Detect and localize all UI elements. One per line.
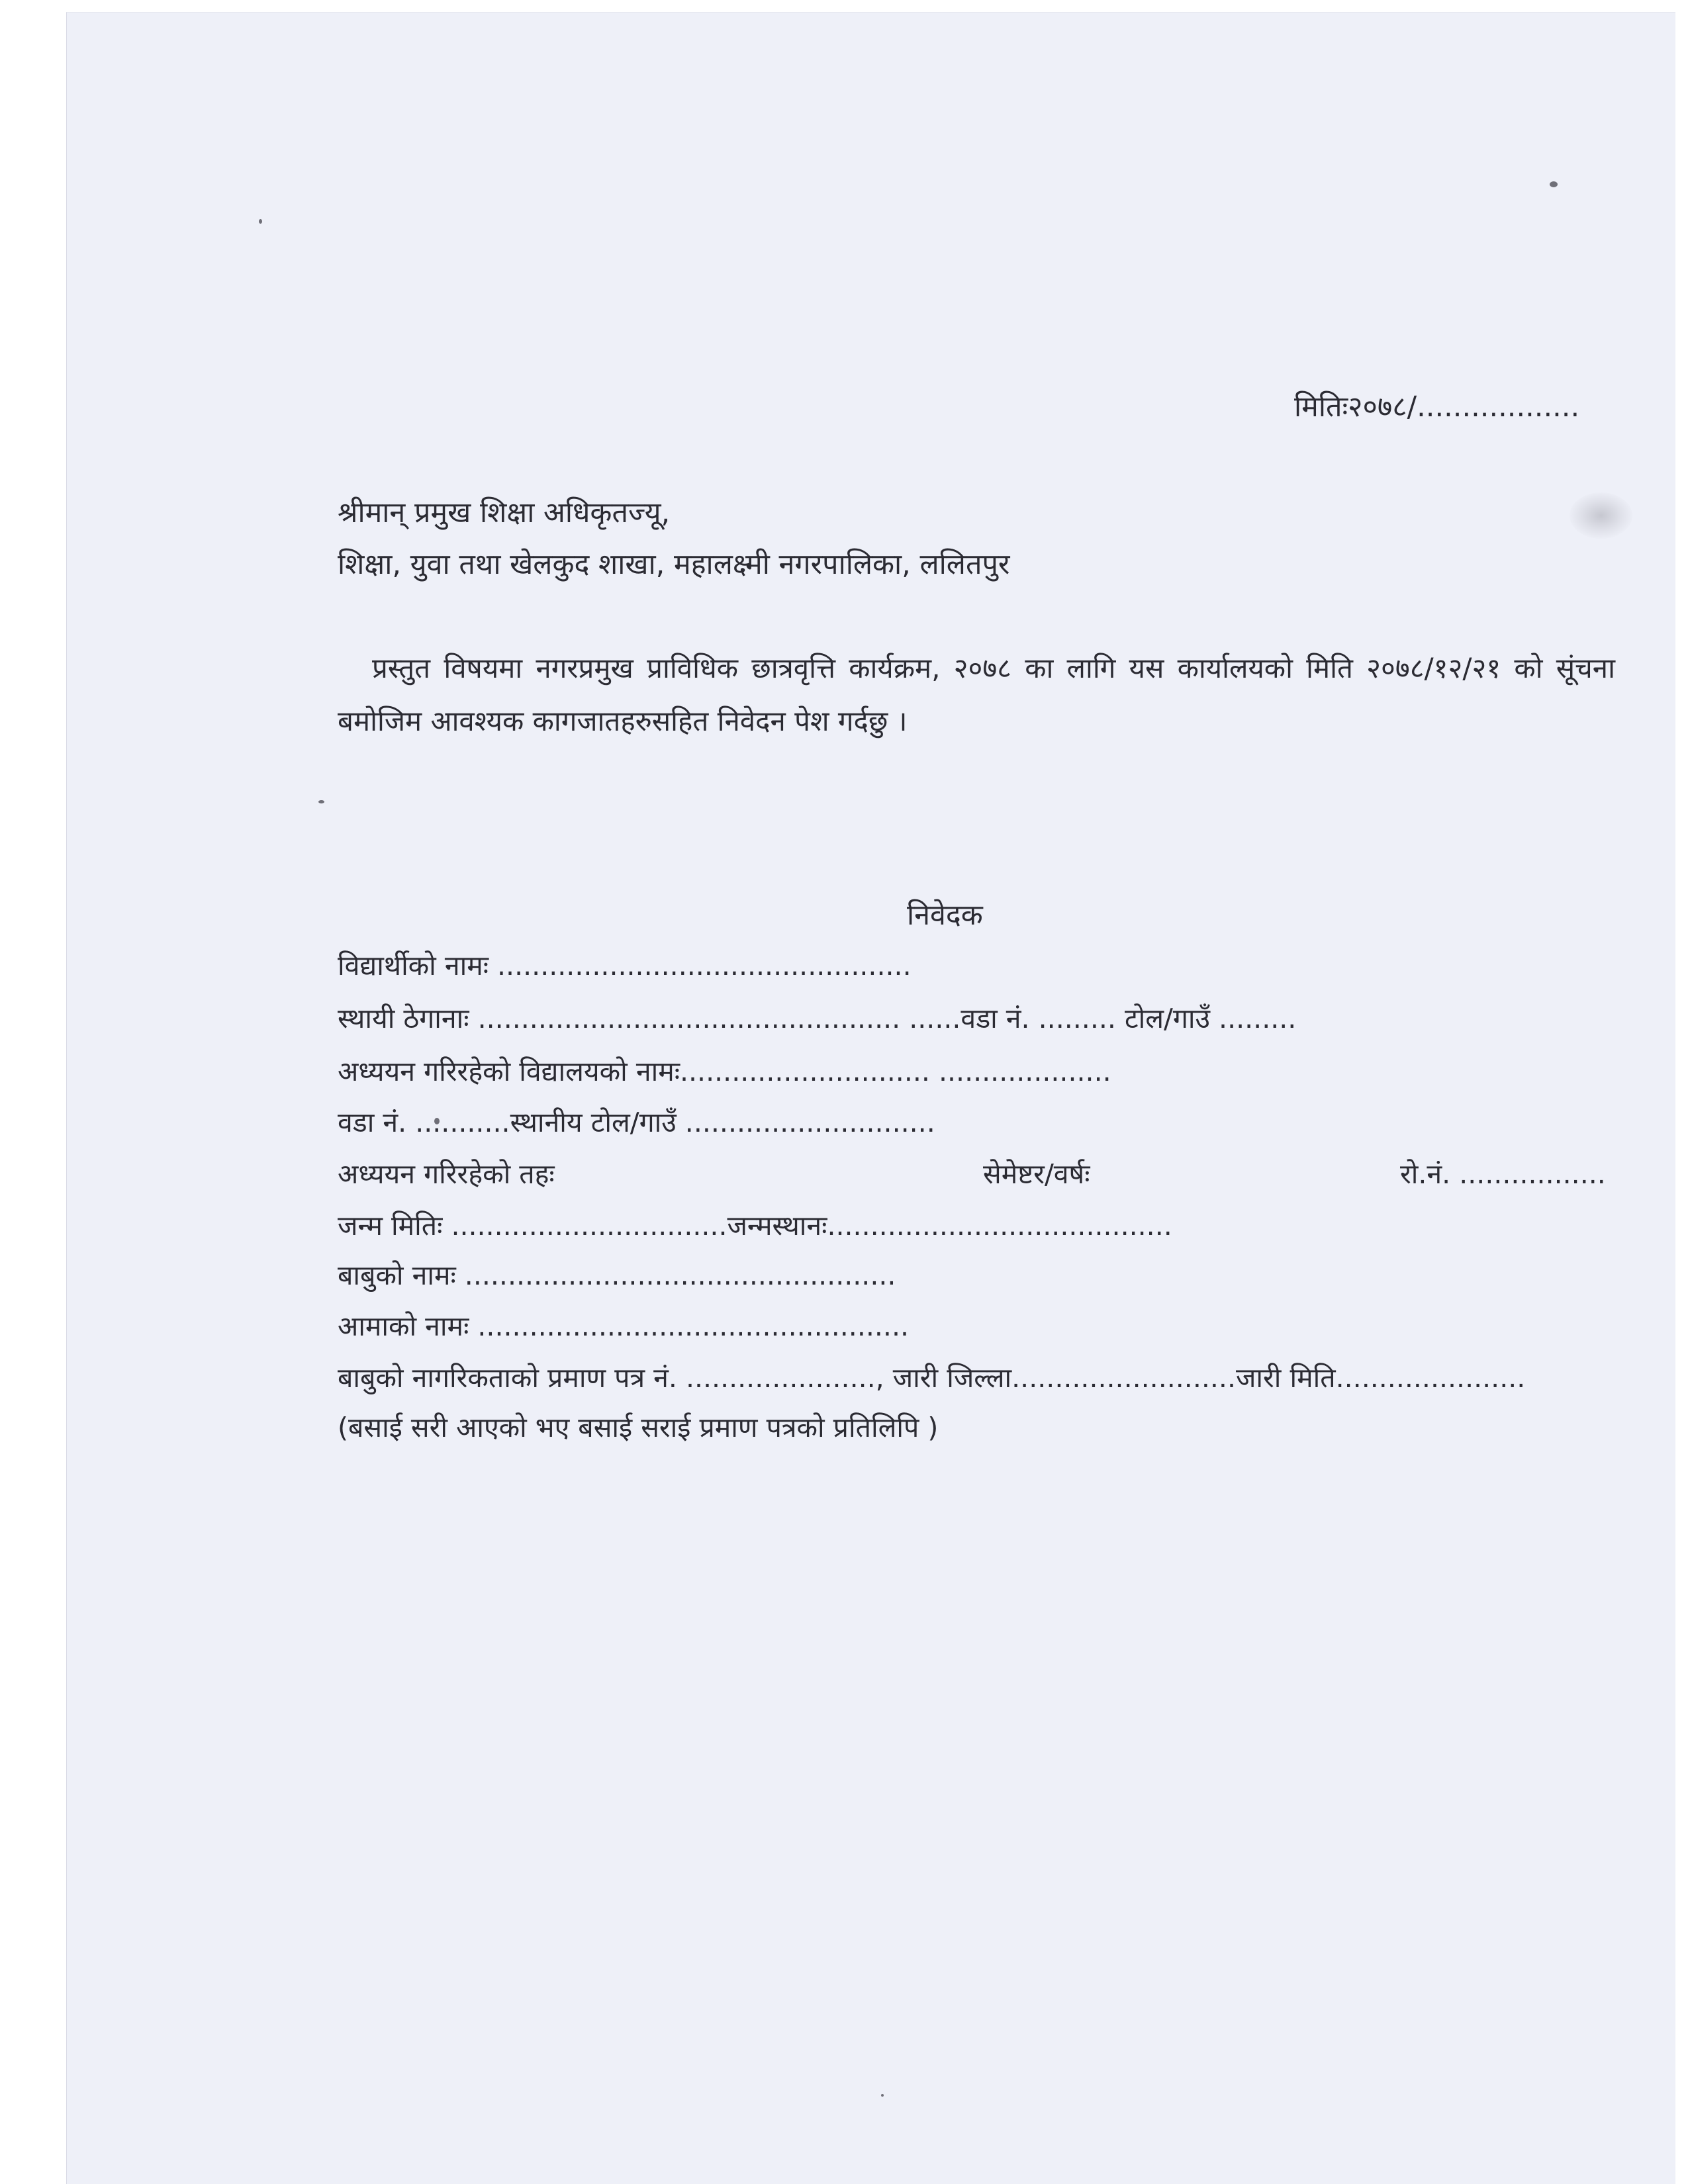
school-name-field: अध्ययन गरिरहेको विद्यालयको नामः............................. ....................: [338, 1056, 1111, 1087]
semester-year-field: सेमेष्टर/वर्षः: [983, 1158, 1090, 1190]
father-name-field: बाबुको नामः ..................................................: [338, 1259, 896, 1291]
birth-field: जन्म मितिः ................................जन्मस्थानः........................................: [338, 1210, 1172, 1242]
dust-speck: [881, 2094, 884, 2097]
roll-number-field: रो.नं. .................: [1400, 1158, 1606, 1190]
permanent-address-field: स्थायी ठेगानाः ................................................. ......वडा नं. ......... टोल/गाउँ .........: [338, 1003, 1297, 1034]
ink-smudge: [1570, 492, 1632, 539]
applicant-heading: निवेदक: [907, 899, 983, 932]
citizenship-field: बाबुको नागरिकताको प्रमाण पत्र नं. ......................, जारी जिल्ला..........................जारी मिति......................: [338, 1362, 1526, 1394]
dust-speck: [259, 219, 262, 224]
mother-name-field: आमाको नामः ..................................................: [338, 1310, 910, 1342]
dust-speck: [318, 800, 324, 803]
addressee-office: शिक्षा, युवा तथा खेलकुद शाखा, महालक्ष्मी नगरपालिका, ललितपुर: [338, 548, 1010, 581]
addressee-title: श्रीमान् प्रमुख शिक्षा अधिकृतज्यू,: [338, 496, 671, 529]
dust-speck: [1550, 181, 1558, 187]
body-paragraph: प्रस्तुत विषयमा नगरप्रमुख प्राविधिक छात्रवृत्ति कार्यक्रम, २०७८ का लागि यस कार्यालयको मिति २०७८/१२/२१ को सूंचना बमोजिम आवश्यक कागजातहरुसहित निवेदन पेश गर्दछु ।: [338, 652, 1615, 737]
date-line: मितिः२०७८/..................: [1294, 390, 1580, 424]
migration-note: (बसाई सरी आएको भए बसाई सराई प्रमाण पत्रको प्रतिलिपि ): [338, 1412, 939, 1443]
ward-tole-field: वडा नं. ...........स्थानीय टोल/गाउँ .............................: [338, 1107, 935, 1138]
study-level-field: अध्ययन गरिरहेको तहः: [338, 1158, 555, 1190]
paper-sheet: [66, 12, 1675, 2184]
student-name-field: विद्यार्थीको नामः ................................................: [338, 950, 912, 981]
